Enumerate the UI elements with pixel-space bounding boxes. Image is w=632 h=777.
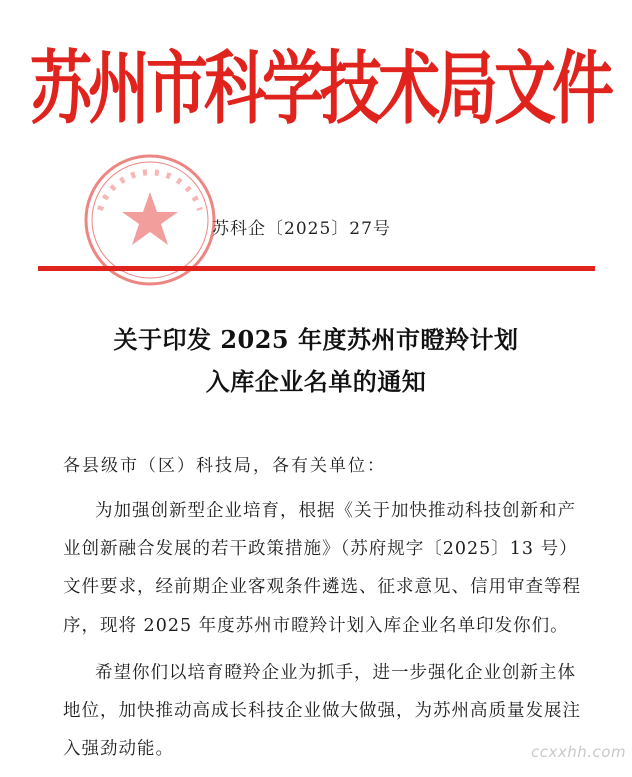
notice-title-line-1: 关于印发 2025 年度苏州市瞪羚计划 <box>113 325 519 354</box>
paragraph-2-line: 地位，加快推动高成长科技企业做大做强，为苏州高质量发展注 <box>63 701 581 721</box>
header-divider <box>38 266 595 271</box>
paragraph-1-line: 为加强创新型企业培育，根据《关于加快推动科技创新和产 <box>95 501 576 521</box>
salutation: 各县级市（区）科技局，各有关单位： <box>63 456 386 476</box>
paragraph-1-line: 业创新融合发展的若干政策措施》（苏府规字〔2025〕13 号） <box>63 539 578 559</box>
paragraph-1-line: 文件要求，经前期企业客观条件遴选、征求意见、信用审查等程 <box>63 577 581 597</box>
paragraph-1-line: 序，现将 2025 年度苏州市瞪羚计划入库企业名单印发你们。 <box>63 616 569 636</box>
agency-header-title: 苏州市科学技术局文件 <box>30 41 611 136</box>
paragraph-2-line: 希望你们以培育瞪羚企业为抓手，进一步强化企业创新主体 <box>95 663 576 683</box>
document-number: 苏科企〔2025〕27号 <box>212 219 391 239</box>
paragraph-2-line: 入强劲动能。 <box>63 739 174 759</box>
notice-title-line-2: 入库企业名单的通知 <box>205 367 427 396</box>
site-watermark: ccxxhh.com <box>531 743 627 761</box>
